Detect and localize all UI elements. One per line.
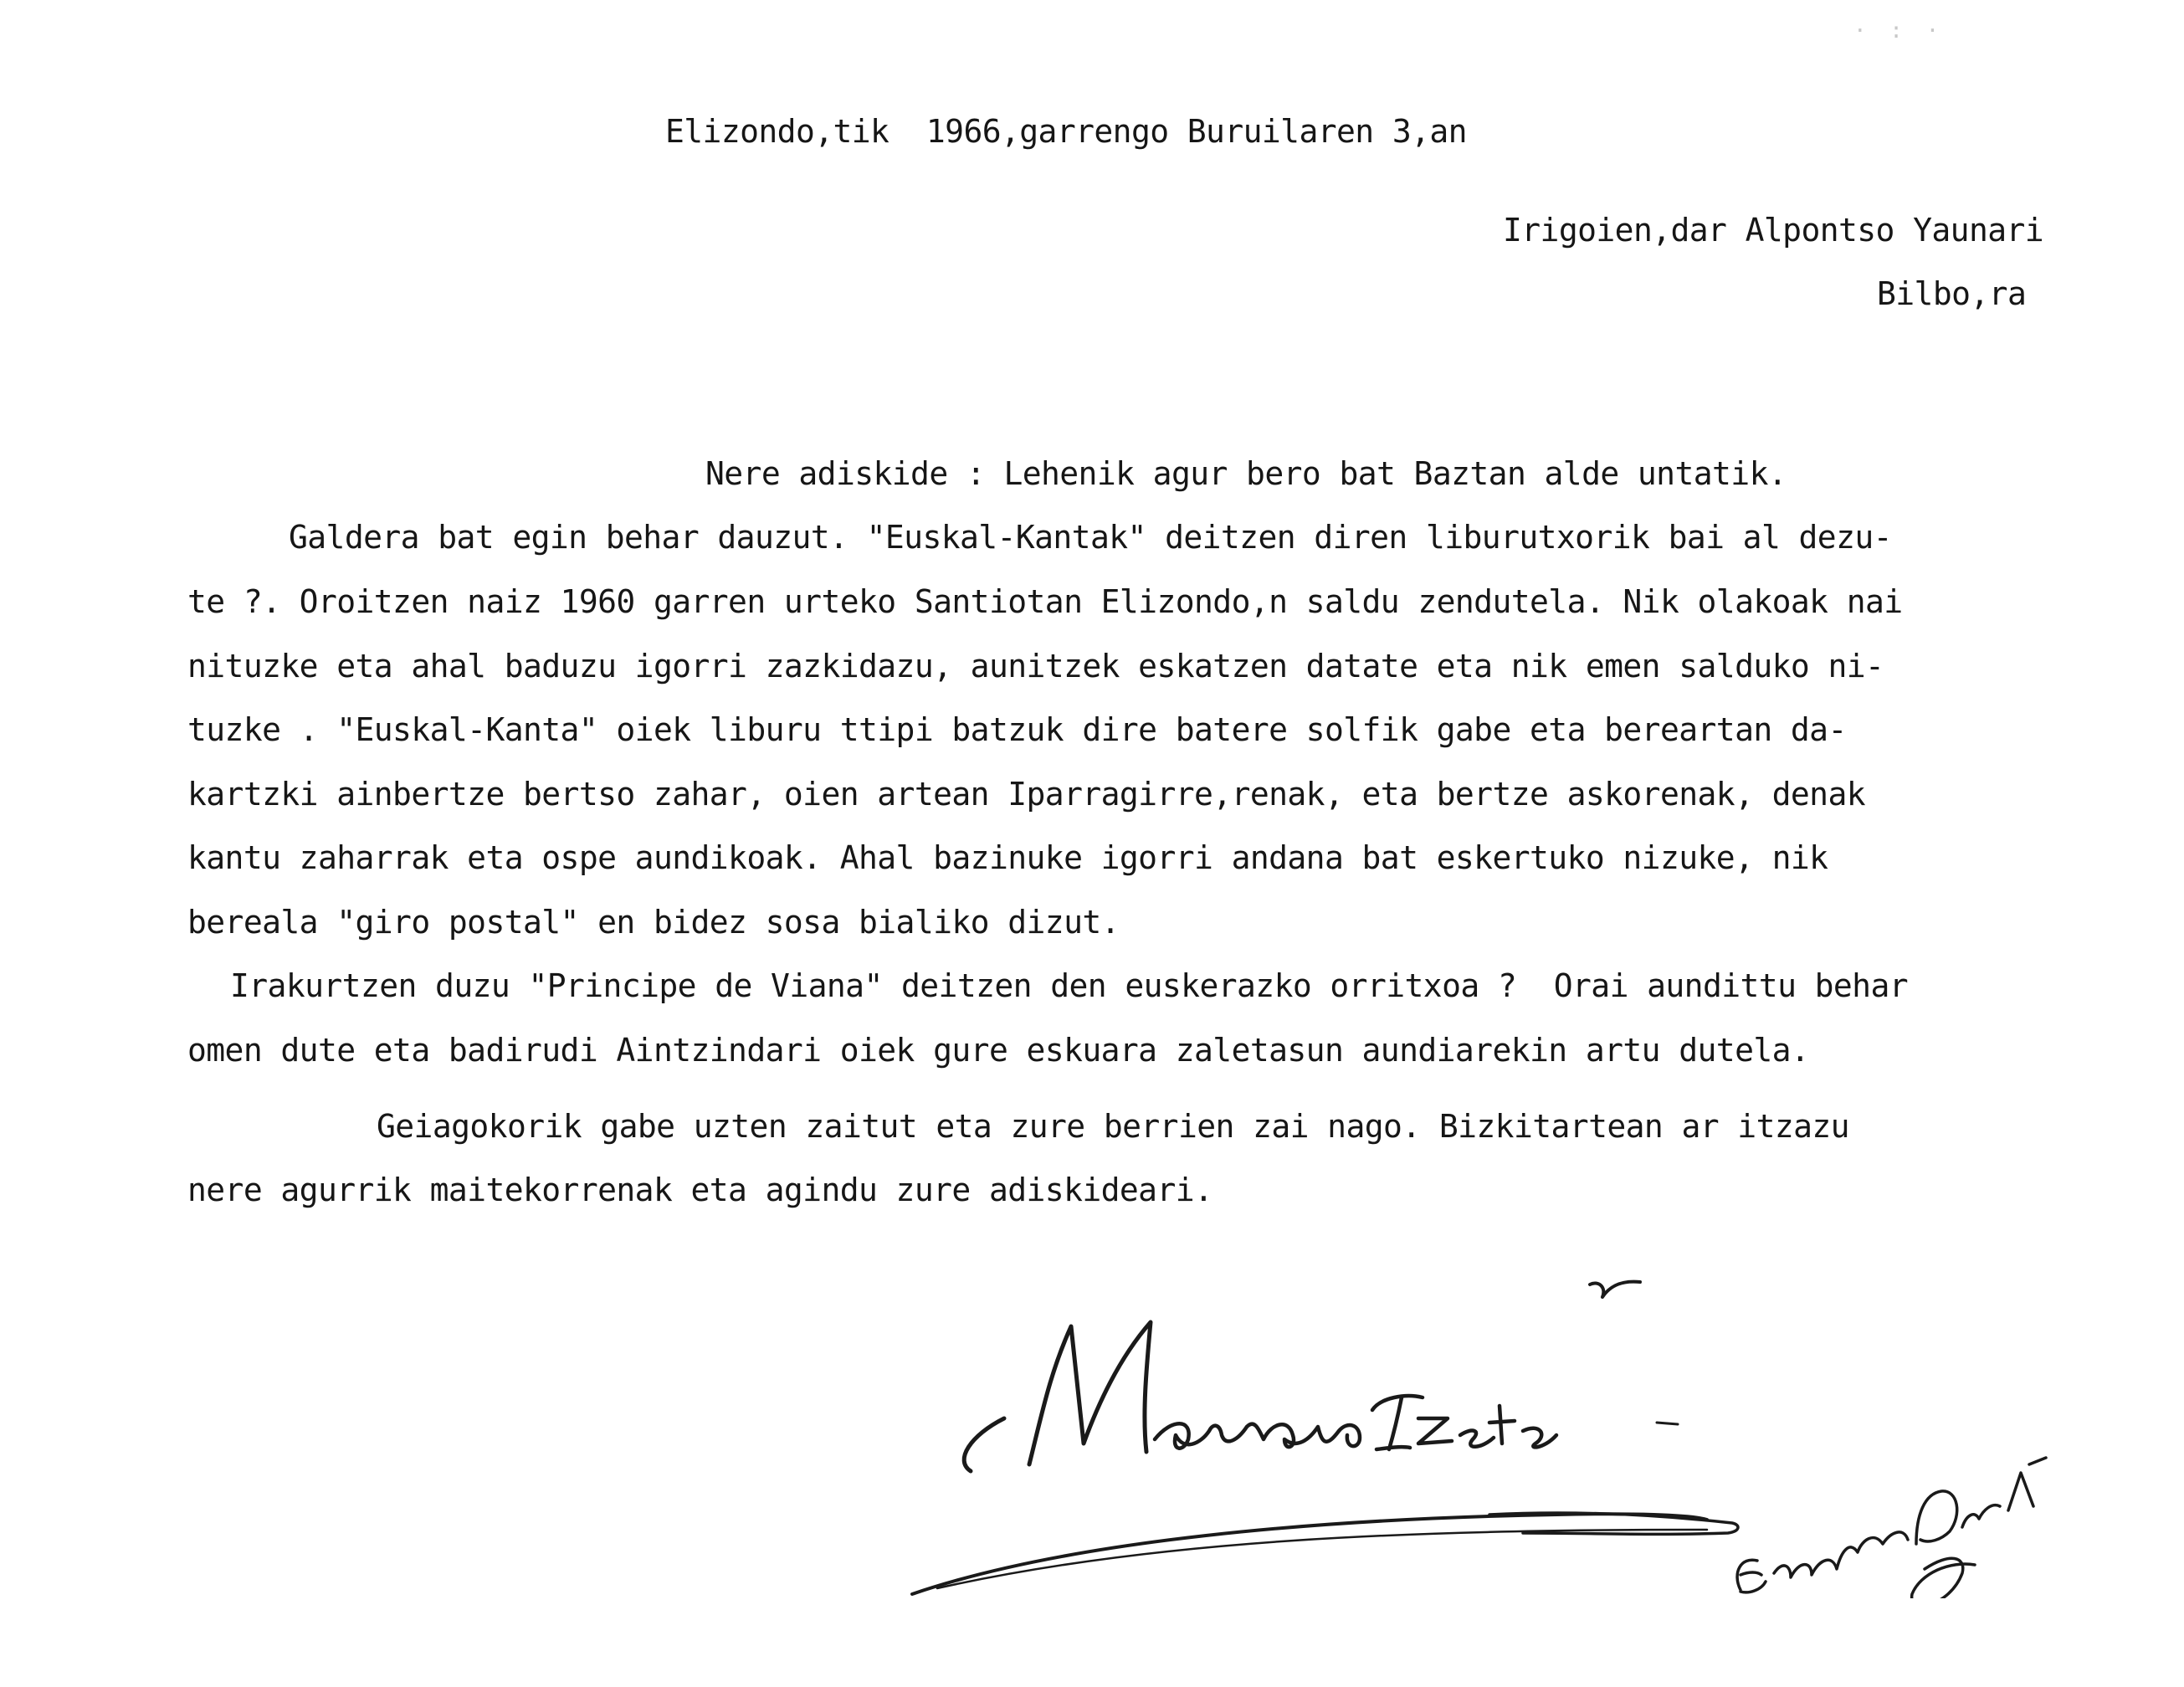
closing-line-2: nere agurrik maitekorrenak eta agindu zure adiskideari. (187, 1172, 1213, 1208)
corner-mark: · : · (1853, 18, 1945, 44)
closing-line-1: Geiagokorik gabe uzten zaitut eta zure berrien zai nago. Bizkitartean ar itzazu (377, 1108, 1849, 1145)
body-line-8: bereala "giro postal" en bidez sosa bialiko dizut. (187, 904, 1120, 941)
body-line-6: kartzki ainbertze bertso zahar, oien artean Iparragirre,renak, eta bertze askorenak, denak (187, 776, 1866, 813)
greeting-line: Nere adiskide : Lehenik agur bero bat Baztan alde untatik. (705, 455, 1787, 492)
body-line-9: Irakurtzen duzu "Principe de Viana" deitzen den euskerazko orritxoa ? Orai aundittu behar (230, 967, 1909, 1004)
body-line-4: nituzke eta ahal baduzu igorri zazkidazu, aunitzek eskatzen datate eta nik emen salduko ni- (187, 648, 1884, 685)
body-line-3: te ?. Oroitzen naiz 1960 garren urteko Santiotan Elizondo,n saldu zendutela. Nik olakoak nai (187, 583, 1903, 620)
body-line-7: kantu zaharrak eta ospe aundikoak. Ahal bazinuke igorri andana bat eskertuko nizuke, nik (187, 839, 1828, 876)
body-line-10: omen dute eta badirudi Aintzindari oiek gure eskuara zaletasun aundiarekin artu dutela. (187, 1032, 1810, 1069)
handwritten-signature (904, 1264, 2092, 1598)
body-line-5: tuzke . "Euskal-Kanta" oiek liburu ttipi batzuk dire batere solfik gabe eta bereartan da- (187, 711, 1847, 748)
body-line-2: Galdera bat egin behar dauzut. "Euskal-Kantak" deitzen diren liburutxorik bai al dezu- (289, 519, 1892, 556)
recipient-city: Bilbo,ra (1877, 275, 2027, 312)
recipient-name: Irigoien,dar Alpontso Yaunari (1503, 212, 2044, 249)
date-line: Elizondo,tik 1966,garrengo Buruilaren 3,an (665, 113, 1467, 150)
